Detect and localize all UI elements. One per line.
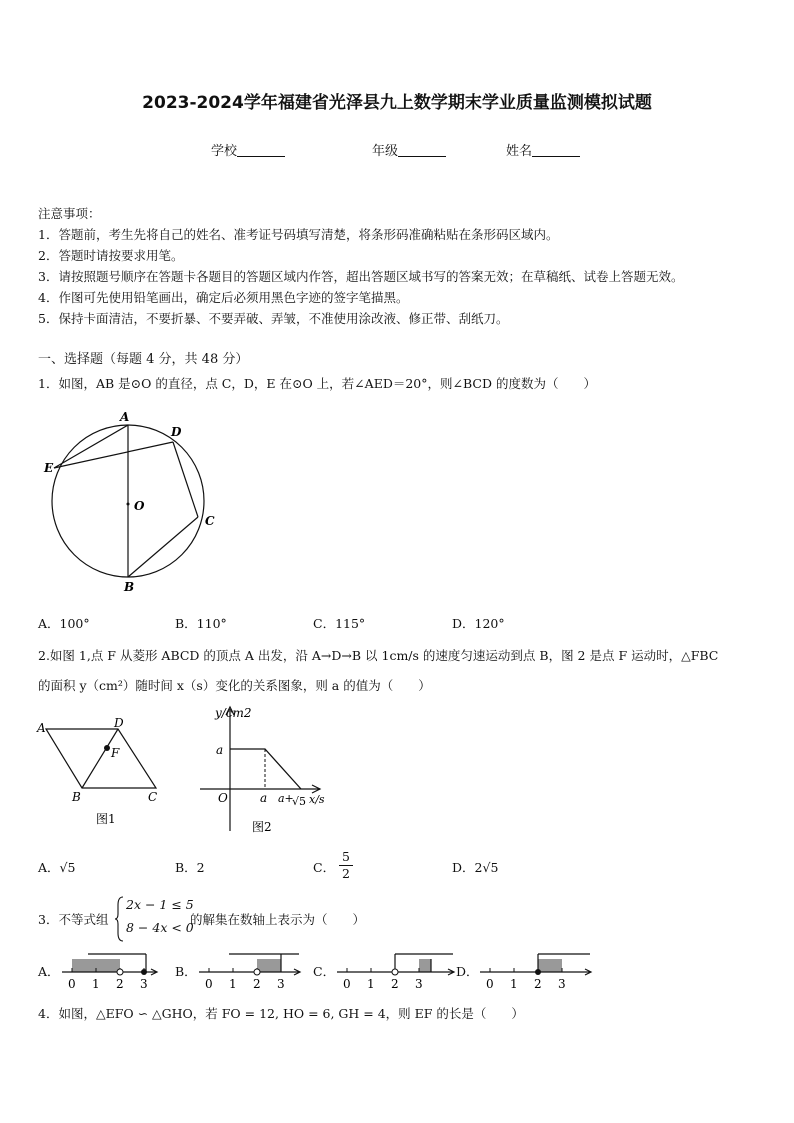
tick-1: 1: [229, 977, 237, 990]
q2-option-c-label: C．: [313, 860, 336, 875]
tick-3: 3: [558, 977, 566, 990]
point-C-label: C: [205, 514, 215, 528]
q2-option-d-label: D．: [452, 860, 475, 875]
q1-option-b: B．110°: [175, 616, 227, 631]
q3-numberline-b: [195, 950, 305, 990]
q1-option-c: C．115°: [313, 616, 366, 631]
tick-3: 3: [415, 977, 423, 990]
tick-1: 1: [510, 977, 518, 990]
tick-2: 2: [116, 977, 124, 990]
school-blank: [237, 144, 285, 157]
q4-stem: 4．如图，△EFO ∽ △GHO，若 FO = 12, HO = 6, GH = 4，则 EF 的长是（ ）: [38, 1006, 524, 1021]
q2-option-c-fraction: [339, 849, 353, 882]
section-heading: 一、选择题（每题 4 分，共 48 分）: [38, 352, 249, 367]
tick-2: 2: [534, 977, 542, 990]
point-E-label: E: [44, 461, 54, 475]
tick-3: 3: [140, 977, 148, 990]
graph-a-label: a: [216, 743, 224, 757]
school-field: [211, 140, 285, 159]
name-blank: [532, 144, 580, 157]
tick-0: 0: [205, 977, 213, 990]
q3-option-c: C．: [313, 964, 336, 979]
rhombus-B-label: B: [72, 790, 81, 804]
notes-block: [38, 203, 683, 329]
q3-suffix: 的解集在数轴上表示为（ ）: [190, 912, 366, 927]
rhombus-F-label: F: [111, 746, 120, 760]
grade-blank: [398, 144, 446, 157]
graph-xlabel: x/s: [309, 793, 325, 806]
q2-option-c: [313, 858, 335, 876]
q3-inequality-2: 8 − 4x < 0: [126, 920, 194, 935]
school-label: 学校: [211, 144, 238, 159]
tick-2: 2: [253, 977, 261, 990]
q3-prefix: 3．不等式组: [38, 912, 109, 927]
page-title: 2023-2024学年福建省光泽县九上数学期末学业质量监测模拟试题: [142, 93, 652, 113]
tick-3: 3: [277, 977, 285, 990]
fraction-denominator: 2: [342, 866, 350, 881]
q3-inequality-1: 2x − 1 ≤ 5: [126, 897, 194, 912]
point-D-label: D: [171, 425, 182, 439]
tick-2: 2: [391, 977, 399, 990]
grade-field: [372, 140, 446, 159]
graph-sqrt5: √5: [292, 795, 307, 808]
fig2-caption: 图2: [252, 820, 272, 834]
q1-circle-figure: [40, 405, 230, 600]
q3-option-a: A．: [38, 964, 60, 979]
tick-0: 0: [343, 977, 351, 990]
name-label: 姓名: [506, 144, 533, 159]
fraction-numerator: 5: [339, 849, 353, 866]
graph-a-tick: a: [260, 791, 268, 805]
q2-option-a: [38, 858, 75, 876]
q3-option-b: B．: [175, 964, 197, 979]
note-item: 2．答题时请按要求用笔。: [38, 248, 184, 263]
q2-stem-line2: 的面积 y（cm²）随时间 x（s）变化的关系图象，则 a 的值为（ ）: [38, 678, 431, 693]
q1-option-a: A．100°: [38, 616, 90, 631]
point-O-label: O: [134, 499, 145, 513]
note-item: 1．答题前，考生先将自己的姓名、准考证号码填写清楚，将条形码准确粘贴在条形码区域内。: [38, 227, 559, 242]
q2-stem-line1: 2.如图 1,点 F 从菱形 ABCD 的顶点 A 出发，沿 A→D→B 以 1cm/s 的速度匀速运动到点 B，图 2 是点 F 运动时，△FBC: [38, 648, 719, 663]
q2-option-b: B．2: [175, 860, 205, 875]
q3-option-d: D．: [456, 964, 479, 979]
note-item: 4．作图可先使用铅笔画出，确定后必须用黑色字迹的签字笔描黑。: [38, 290, 409, 305]
q3-numberline-c: [333, 950, 458, 990]
notes-heading: 注意事项：: [38, 206, 101, 221]
q2-rhombus-figure: [34, 713, 174, 831]
graph-ylabel: y/cm2: [215, 706, 252, 720]
tick-0: 0: [68, 977, 76, 990]
q2-option-a-value: √5: [59, 860, 76, 875]
tick-1: 1: [367, 977, 375, 990]
grade-label: 年级: [372, 144, 399, 159]
note-item: 5．保持卡面清洁，不要折暴、不要弄破、弄皱，不准使用涂改液、修正带、刮纸刀。: [38, 311, 509, 326]
q3-numberline-a: [58, 950, 160, 990]
q2-option-d: [452, 858, 498, 876]
note-item: 3．请按照题号顺序在答题卡各题目的答题区域内作答，超出答题区域书写的答案无效；在草稿纸、试卷上答题无效。: [38, 269, 684, 284]
graph-a-plus: a+: [278, 792, 294, 805]
point-A-label: A: [120, 410, 130, 424]
q2-option-d-value: 2√5: [474, 860, 499, 875]
q1-option-d: D．120°: [452, 616, 505, 631]
tick-1: 1: [92, 977, 100, 990]
q1-stem: 1．如图，AB 是⊙O 的直径，点 C，D，E 在⊙O 上，若∠AED＝20°，则∠BCD 的度数为（ ）: [38, 376, 596, 391]
point-B-label: B: [124, 580, 135, 594]
rhombus-C-label: C: [148, 790, 158, 804]
q3-numberline-d: [476, 950, 596, 990]
fig1-caption: 图1: [96, 812, 116, 826]
rhombus-A-label: A: [37, 721, 46, 735]
name-field: [506, 140, 580, 159]
tick-0: 0: [486, 977, 494, 990]
q3-brace: [114, 895, 124, 943]
graph-origin: O: [218, 791, 228, 805]
rhombus-D-label: D: [114, 716, 124, 730]
q2-graph-figure: [198, 703, 338, 838]
q2-option-a-label: A．: [38, 860, 60, 875]
